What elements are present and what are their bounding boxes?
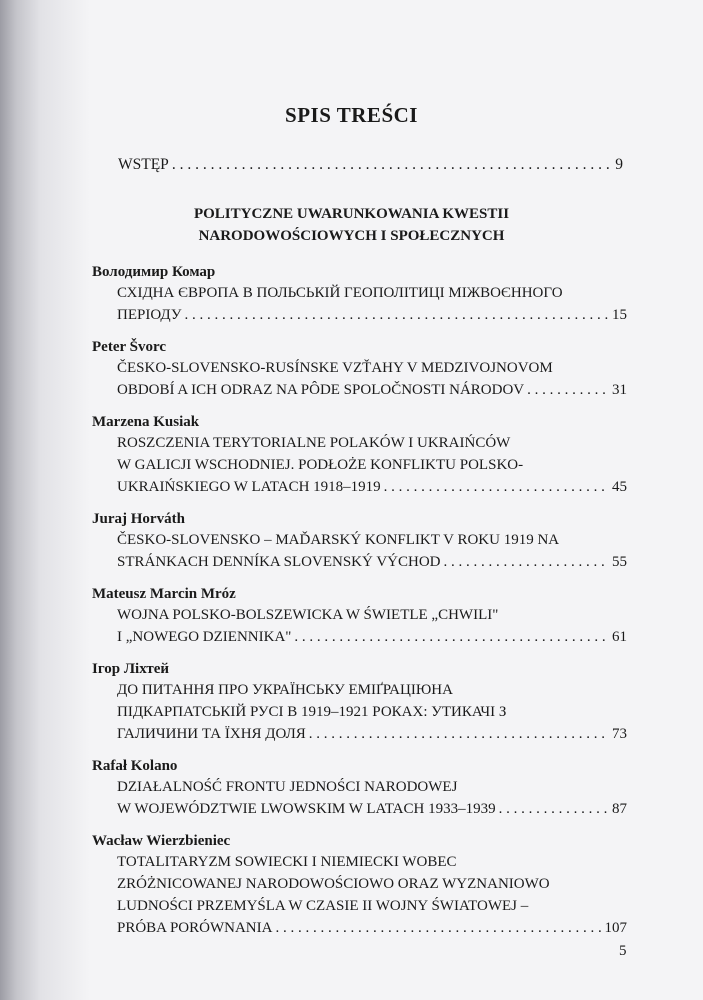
section-heading-line: POLITYCZNE UWARUNKOWANIA KWESTII [193,206,510,222]
entry-title-line: ПІДКАРПАТСЬКІЙ РУСІ В 1919–1921 РОКАХ: УТИКАЧІ З [117,704,507,720]
toc-page-number: 31 [612,382,627,398]
entry-title-line: W GALICJI WSCHODNIEJ. PODŁOŻE KONFLIKTU POLSKO- [117,457,524,473]
entry-title-line: ROSZCZENIA TERYTORIALNE POLAKÓW I UKRAIŃCÓW [117,435,511,451]
entry-title-last-line [92,379,627,401]
toc-entry-wstep[interactable] [118,156,623,174]
dot-leader [184,304,609,326]
entry-title-last-line [92,917,627,939]
toc-entry[interactable] [92,659,627,745]
toc-page-number: 45 [612,479,627,495]
page-number: 5 [619,943,627,959]
entry-title-last-line [92,304,627,326]
toc-page-number: 73 [612,726,627,742]
toc-entry-title: WSTĘP [118,156,169,173]
entry-title-line: STRÁNKACH DENNÍKA SLOVENSKÝ VÝCHOD [117,554,441,570]
entry-author: Peter Švorc [92,339,166,355]
toc-entry[interactable] [92,412,627,498]
toc-entry[interactable] [92,756,627,820]
entry-title-last-line [92,798,627,820]
entry-title-last-line [92,723,627,745]
toc-page-number: 15 [612,307,627,323]
entry-title-line: I „NOWEGO DZIENNIKA" [117,629,292,645]
toc-entry[interactable] [92,584,627,648]
entry-title-line: WOJNA POLSKO-BOLSZEWICKA W ŚWIETLE „CHWILI" [117,607,499,623]
toc-entries [92,262,627,950]
toc-page-number: 55 [612,554,627,570]
toc-entry[interactable] [92,337,627,401]
entry-title-line: W WOJEWÓDZTWIE LWOWSKIM W LATACH 1933–1939 [117,801,496,817]
entry-author: Mateusz Marcin Mróz [92,586,236,602]
entry-author: Володимир Комар [92,264,216,280]
entry-title-line: TOTALITARYZM SOWIECKI I NIEMIECKI WOBEC [117,854,457,870]
dot-leader [275,917,601,939]
dot-leader [384,476,609,498]
toc-page-number: 9 [615,156,623,173]
entry-author: Marzena Kusiak [92,414,200,430]
entry-title-line: PRÓBA PORÓWNANIA [117,920,273,936]
entry-title-last-line [92,626,627,648]
toc-entry[interactable] [92,509,627,573]
entry-title-line: ДО ПИТАННЯ ПРО УКРАЇНСЬКУ ЕМІҐРАЦІЮНА [117,682,453,698]
entry-title-line: LUDNOŚCI PRZEMYŚLA W CZASIE II WOJNY ŚWIATOWEJ – [117,898,529,914]
section-heading-line: NARODOWOŚCIOWYCH I SPOŁECZNYCH [198,228,505,244]
entry-author: Rafał Kolano [92,758,178,774]
dot-leader [294,626,609,648]
entry-author: Ігор Ліхтей [92,661,170,677]
entry-title-last-line [92,551,627,573]
entry-title-line: ГАЛИЧИНИ ТА ЇХНЯ ДОЛЯ [117,726,306,742]
entry-author: Wacław Wierzbieniec [92,833,231,849]
entry-title-line: СХІДНА ЄВРОПА В ПОЛЬСЬКІЙ ГЕОПОЛІТИЦІ МІЖВОЄННОГО [117,285,563,301]
binding-shadow [0,0,90,1000]
page-title: SPIS TREŚCI [285,103,418,127]
toc-page-number: 107 [604,920,627,936]
entry-title-line: ZRÓŻNICOWANEJ NARODOWOŚCIOWO ORAZ WYZNANIOWO [117,876,550,892]
toc-page-number: 87 [612,801,627,817]
entry-title-line: ČESKO-SLOVENSKO – MAĎARSKÝ KONFLIKT V ROKU 1919 NA [117,532,560,548]
entry-title-line: DZIAŁALNOŚĆ FRONTU JEDNOŚCI NARODOWEJ [117,779,458,795]
toc-entry[interactable] [92,831,627,939]
toc-page-number: 61 [612,629,627,645]
toc-entry[interactable] [92,262,627,326]
section-heading [0,203,703,247]
dot-leader [527,379,609,401]
dot-leader [172,156,612,174]
entry-title-line: ПЕРІОДУ [117,307,182,323]
entry-title-last-line [92,476,627,498]
dot-leader [499,798,609,820]
entry-title-line: UKRAIŃSKIEGO W LATACH 1918–1919 [117,479,381,495]
dot-leader [309,723,609,745]
dot-leader [444,551,610,573]
entry-title-line: OBDOBÍ A ICH ODRAZ NA PÔDE SPOLOČNOSTI NÁRODOV [117,382,525,398]
entry-author: Juraj Horváth [92,511,185,527]
entry-title-line: ČESKO-SLOVENSKO-RUSÍNSKE VZŤAHY V MEDZIVOJNOVOM [117,360,553,376]
